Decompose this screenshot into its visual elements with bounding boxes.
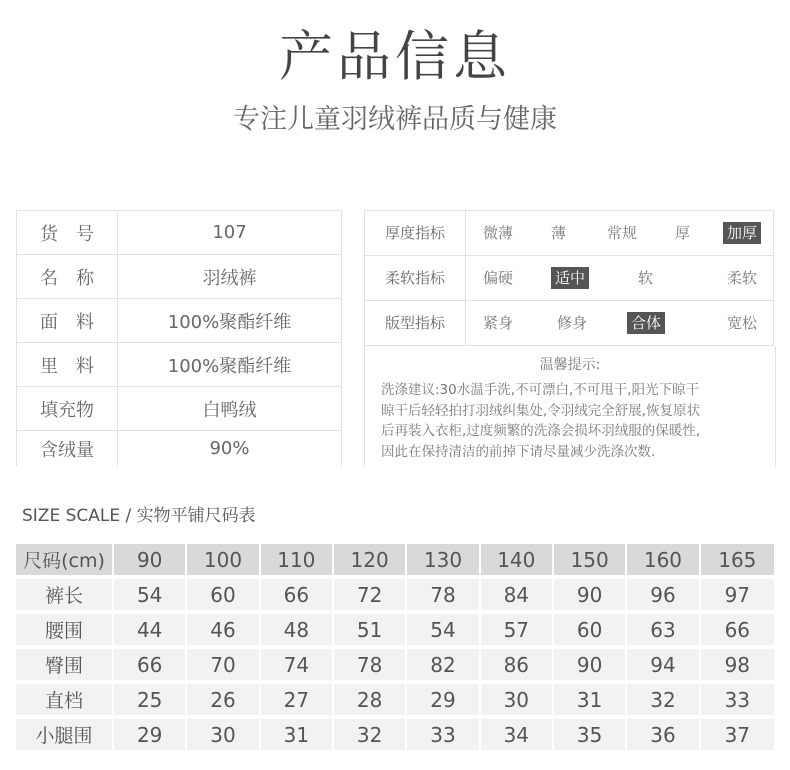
measurement-cell: 54	[407, 614, 480, 645]
care-notes-title: 温馨提示:	[539, 357, 601, 373]
indicator-option	[551, 211, 566, 255]
info-label: 货 号	[17, 211, 118, 255]
size-cell: 100	[187, 544, 260, 575]
measurement-cell: 32	[627, 684, 700, 715]
measurement-cell: 90	[554, 579, 627, 610]
measurement-cell: 97	[701, 579, 774, 610]
option-text: 适中	[551, 267, 589, 289]
measurement-cell: 25	[114, 684, 187, 715]
size-cell: 140	[481, 544, 554, 575]
indicator-option-selected	[723, 211, 761, 255]
indicator-label: 厚度指标	[365, 211, 466, 255]
measurement-cell: 70	[187, 649, 260, 680]
indicator-panel	[364, 210, 774, 467]
option-text: 微薄	[483, 224, 514, 242]
page-subtitle: 专注儿童羽绒裤品质与健康	[233, 104, 557, 135]
measurement-cell: 60	[187, 579, 260, 610]
info-label: 填充物	[17, 387, 118, 431]
indicator-option	[607, 211, 637, 255]
measurement-cell: 32	[334, 719, 407, 750]
measurement-cell: 27	[261, 684, 334, 715]
size-cell: 150	[554, 544, 627, 575]
measurement-row-waist	[16, 614, 774, 645]
measurement-cell: 31	[554, 684, 627, 715]
info-value: 100%聚酯纤维	[118, 299, 342, 343]
measurement-cell: 44	[114, 614, 187, 645]
info-row-shell-fabric	[17, 299, 342, 343]
indicator-option-selected	[551, 256, 589, 300]
option-text: 柔软	[727, 269, 758, 287]
measurement-cell: 74	[261, 649, 334, 680]
measurement-cell: 96	[627, 579, 700, 610]
info-row-lining	[17, 343, 342, 387]
measurement-cell: 72	[334, 579, 407, 610]
measurement-cell: 78	[334, 649, 407, 680]
size-cell: 130	[407, 544, 480, 575]
care-notes	[364, 346, 776, 467]
measurement-cell: 57	[481, 614, 554, 645]
softness-indicator-row	[364, 256, 774, 301]
size-chart-table	[16, 540, 774, 754]
thickness-indicator-row	[364, 211, 774, 256]
option-text: 宽松	[727, 314, 758, 332]
measurement-cell: 26	[187, 684, 260, 715]
measurement-cell: 84	[481, 579, 554, 610]
info-row-down-content	[17, 431, 342, 466]
care-note-line: 后再装入衣柜,过度频繁的洗涤会损坏羽绒服的保暖性,	[381, 423, 701, 439]
measurement-label: 裤长	[16, 579, 114, 610]
measurement-cell: 90	[554, 649, 627, 680]
info-label: 含绒量	[17, 431, 118, 466]
measurement-cell: 48	[261, 614, 334, 645]
option-text: 常规	[607, 224, 638, 242]
size-header-row	[16, 544, 774, 575]
size-cell: 90	[114, 544, 187, 575]
measurement-cell: 98	[701, 649, 774, 680]
indicator-option	[483, 211, 513, 255]
measurement-cell: 33	[407, 719, 480, 750]
measurement-row-calf	[16, 719, 774, 750]
option-text: 合体	[627, 312, 665, 334]
indicator-option	[727, 256, 757, 300]
care-notes-body	[381, 380, 767, 462]
size-scale-heading: SIZE SCALE / 实物平铺尺码表	[22, 506, 256, 526]
measurement-label: 臀围	[16, 649, 114, 680]
page-title: 产品信息	[279, 25, 511, 88]
measurement-cell: 94	[627, 649, 700, 680]
info-value: 90%	[118, 431, 342, 466]
size-cell: 165	[701, 544, 774, 575]
measurement-row-pants-length	[16, 579, 774, 610]
measurement-label: 直档	[16, 684, 114, 715]
indicator-option	[675, 211, 690, 255]
measurement-cell: 30	[481, 684, 554, 715]
measurement-cell: 29	[114, 719, 187, 750]
measurement-cell: 66	[261, 579, 334, 610]
indicator-option-selected	[627, 301, 665, 345]
measurement-cell: 36	[627, 719, 700, 750]
measurement-row-rise	[16, 684, 774, 715]
option-text: 厚	[675, 224, 691, 242]
info-row-item-number	[17, 211, 342, 255]
measurement-label: 小腿围	[16, 719, 114, 750]
indicator-label: 柔软指标	[365, 256, 466, 300]
info-value: 羽绒裤	[118, 255, 342, 299]
indicator-label: 版型指标	[365, 301, 466, 345]
measurement-cell: 78	[407, 579, 480, 610]
fit-indicator-row	[364, 301, 774, 346]
measurement-cell: 66	[114, 649, 187, 680]
measurement-cell: 86	[481, 649, 554, 680]
info-value: 107	[118, 211, 342, 255]
measurement-label: 腰围	[16, 614, 114, 645]
measurement-cell: 82	[407, 649, 480, 680]
measurement-cell: 63	[627, 614, 700, 645]
indicator-option	[638, 256, 653, 300]
measurement-cell: 54	[114, 579, 187, 610]
measurement-cell: 29	[407, 684, 480, 715]
option-text: 薄	[551, 224, 567, 242]
measurement-cell: 66	[701, 614, 774, 645]
indicator-option	[727, 301, 757, 345]
option-text: 软	[638, 269, 654, 287]
care-note-line: 因此在保持清洁的前掉下请尽量减少洗涤次数.	[381, 443, 656, 460]
indicator-option	[483, 301, 513, 345]
option-text: 修身	[557, 314, 588, 332]
size-header-label: 尺码(cm)	[16, 544, 114, 575]
size-cell: 120	[334, 544, 407, 575]
indicator-option	[557, 301, 587, 345]
care-note-line: 洗涤建议:30水温手洗,不可漂白,不可甩干,阳光下晾干	[381, 382, 700, 398]
option-text: 偏硬	[483, 269, 514, 287]
measurement-row-hip	[16, 649, 774, 680]
info-row-filling	[17, 387, 342, 431]
option-text: 紧身	[483, 314, 514, 332]
info-value: 白鸭绒	[118, 387, 342, 431]
measurement-cell: 31	[261, 719, 334, 750]
measurement-cell: 46	[187, 614, 260, 645]
product-info-table	[16, 210, 342, 466]
measurement-cell: 34	[481, 719, 554, 750]
size-cell: 160	[627, 544, 700, 575]
measurement-cell: 30	[187, 719, 260, 750]
size-cell: 110	[261, 544, 334, 575]
measurement-cell: 51	[334, 614, 407, 645]
care-note-line: 晾干后轻轻拍打羽绒纠集处,令羽绒完全舒展,恢复原状	[381, 402, 701, 419]
measurement-cell: 37	[701, 719, 774, 750]
measurement-cell: 35	[554, 719, 627, 750]
measurement-cell: 60	[554, 614, 627, 645]
info-value: 100%聚酯纤维	[118, 343, 342, 387]
info-row-name	[17, 255, 342, 299]
measurement-cell: 28	[334, 684, 407, 715]
info-label: 名 称	[17, 255, 118, 299]
option-text: 加厚	[723, 222, 761, 244]
info-label: 里 料	[17, 343, 118, 387]
indicator-option	[483, 256, 513, 300]
measurement-cell: 33	[701, 684, 774, 715]
info-label: 面 料	[17, 299, 118, 343]
